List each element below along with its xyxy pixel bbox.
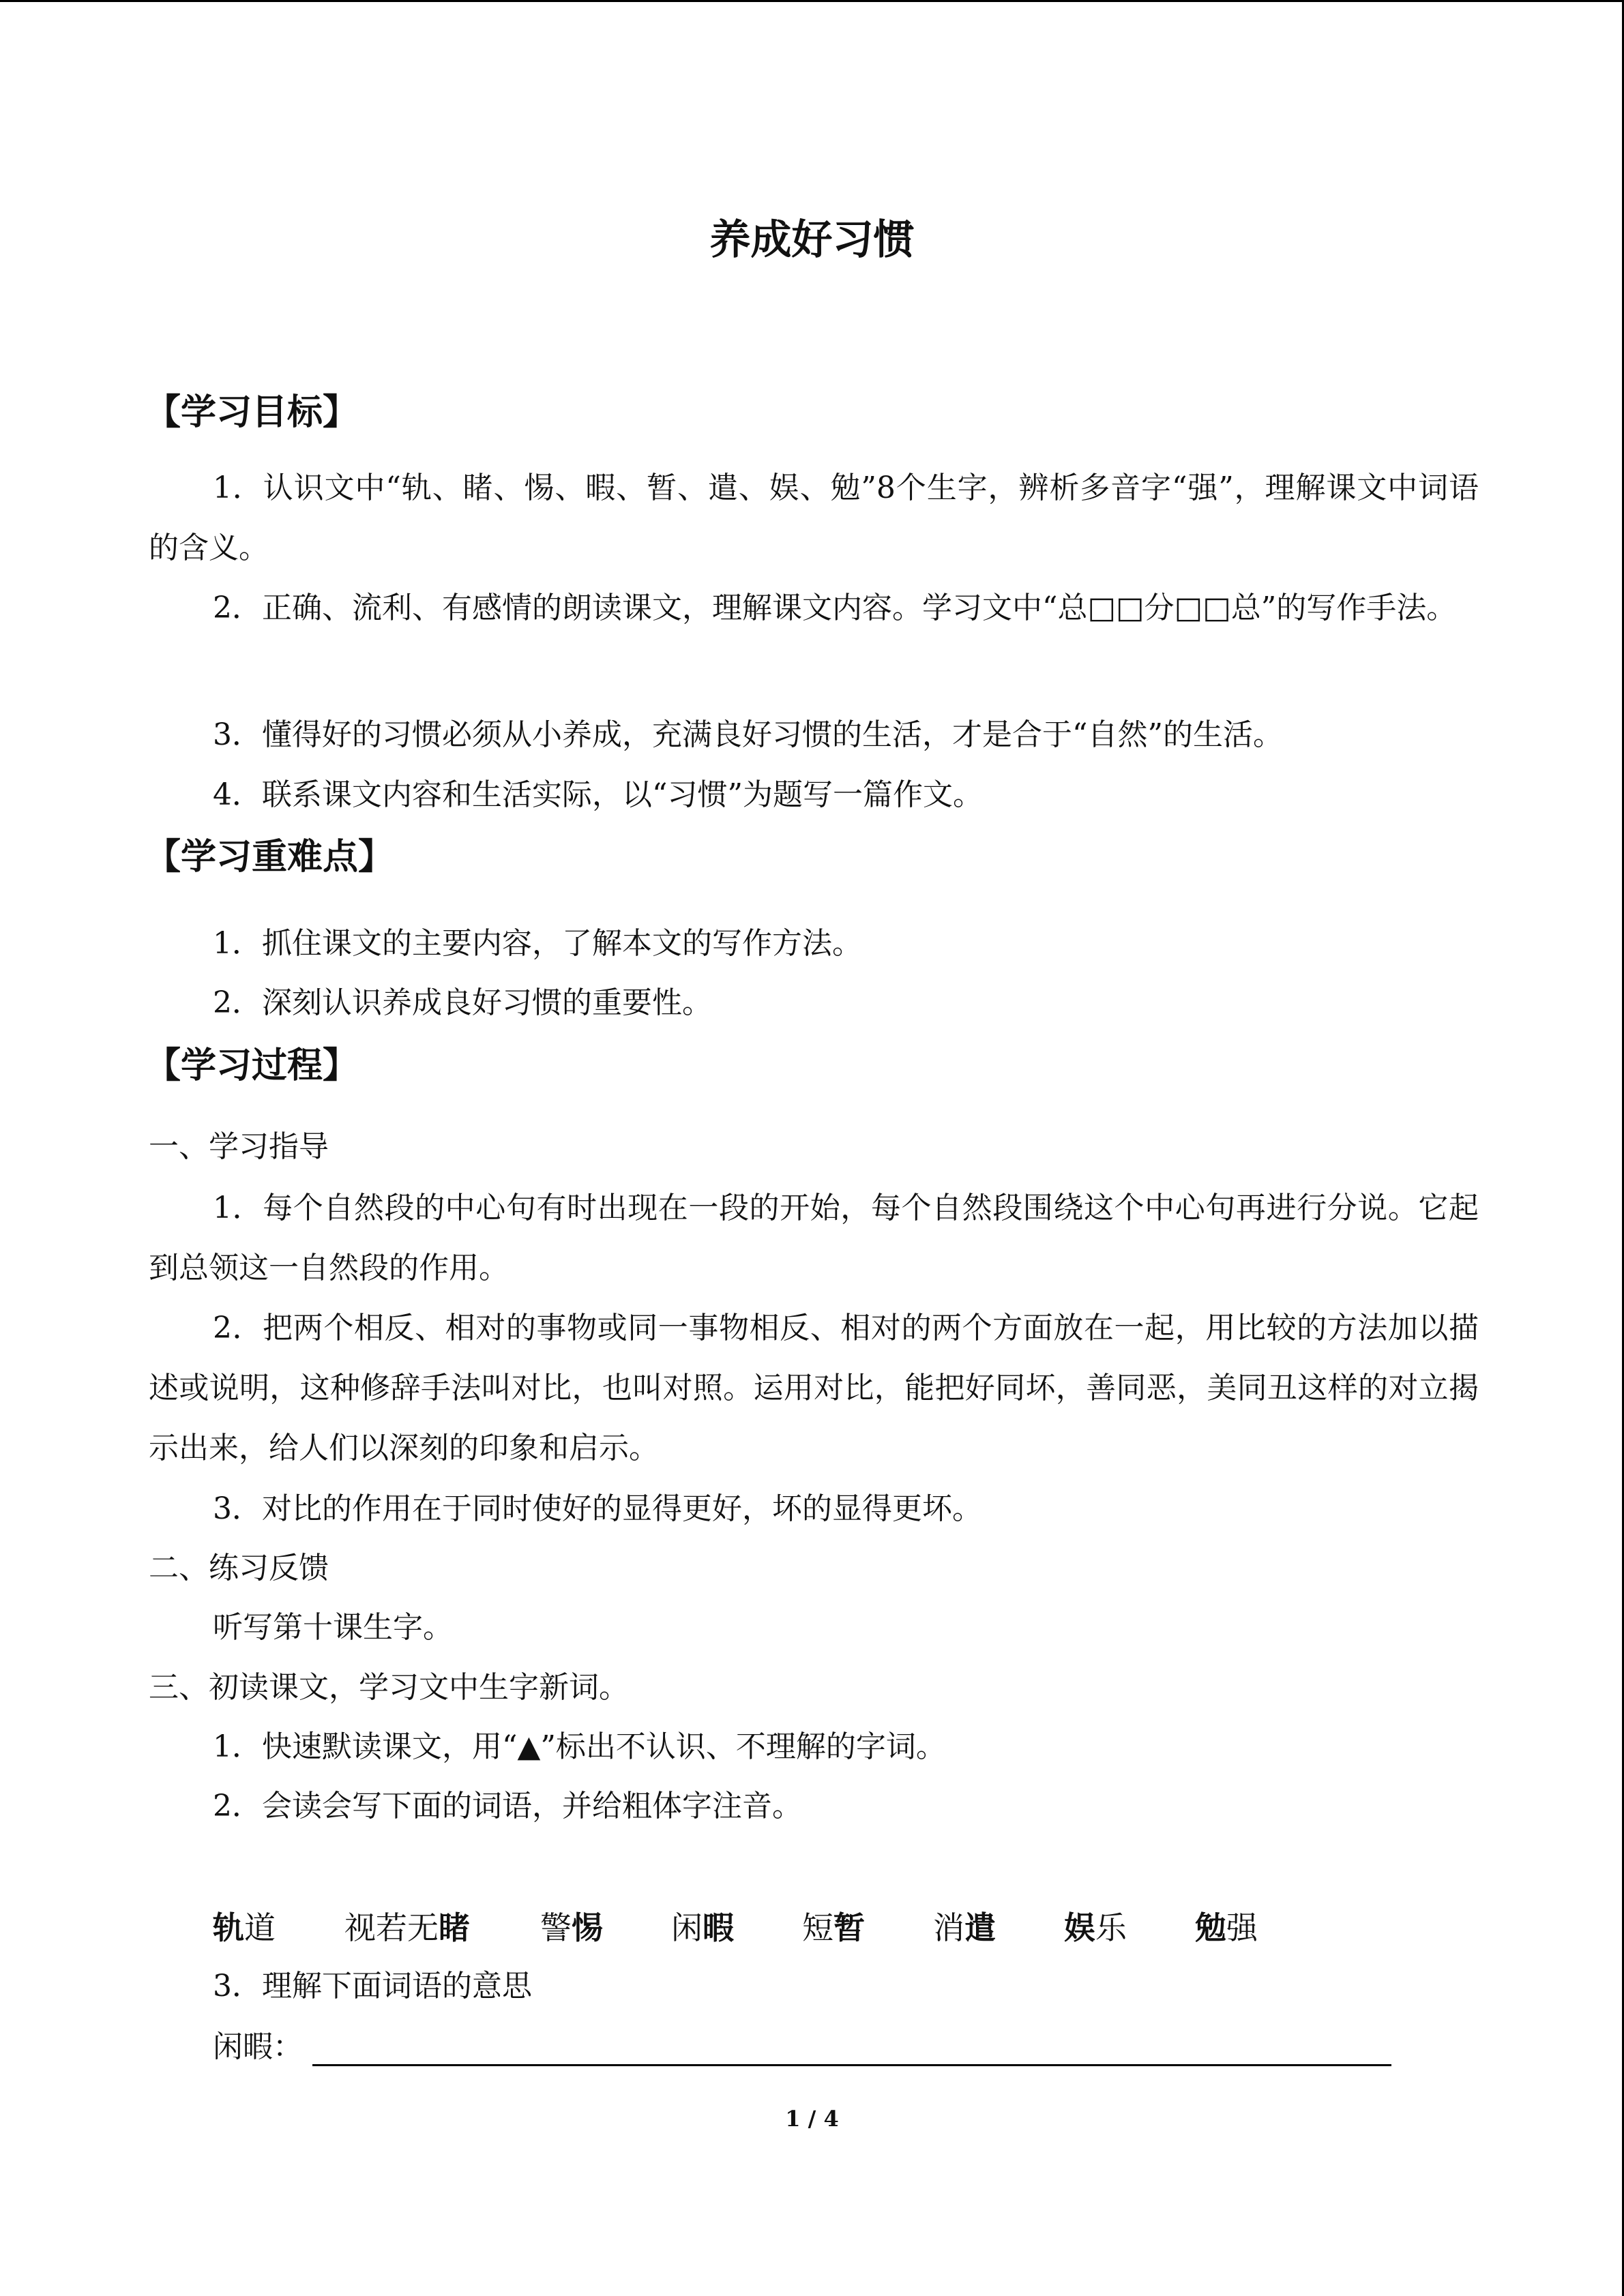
vocab-word-2 — [344, 1907, 470, 1948]
reading-item-3: 3．理解下面词语的意思 — [213, 1969, 532, 2003]
vocab-word-3 — [540, 1907, 603, 1948]
page-number: 1 / 4 — [785, 2106, 839, 2132]
vocab-bold: 睹 — [439, 1909, 470, 1946]
vocab-bold: 勉 — [1195, 1909, 1226, 1946]
heading-process: 【学习过程】 — [145, 1045, 359, 1086]
vocab-word-8 — [1195, 1907, 1258, 1948]
blank-label: 闲暇： — [213, 2029, 303, 2064]
vocab-word-5 — [802, 1907, 865, 1948]
vocab-word-6 — [933, 1907, 996, 1948]
feedback-title: 二、练习反馈 — [149, 1551, 329, 1585]
page-title: 养成好习惯 — [709, 216, 915, 264]
vocab-rest: 短 — [802, 1909, 833, 1946]
guide-item-3: 3．对比的作用在于同时使好的显得更好，坏的显得更坏。 — [213, 1491, 982, 1526]
vocab-word-7 — [1064, 1907, 1127, 1948]
heading-key-points: 【学习重难点】 — [145, 837, 394, 878]
vocab-bold: 轨 — [213, 1909, 244, 1946]
answer-blank-line[interactable] — [312, 2064, 1391, 2066]
reading-title: 三、初读课文，学习文中生字新词。 — [149, 1670, 629, 1705]
vocab-word-1 — [213, 1907, 276, 1948]
heading-goals: 【学习目标】 — [145, 392, 359, 433]
vocab-rest: 道 — [244, 1909, 276, 1946]
reading-item-2: 2．会读会写下面的词语，并给粗体字注音。 — [213, 1789, 802, 1823]
vocab-rest: 闲 — [671, 1909, 703, 1946]
vocab-rest: 警 — [540, 1909, 572, 1946]
vocab-rest: 视若无 — [344, 1909, 439, 1946]
vocab-bold: 娱 — [1064, 1909, 1095, 1946]
guide-title: 一、学习指导 — [149, 1129, 329, 1164]
vocab-rest: 乐 — [1095, 1909, 1127, 1946]
goal-item-2: 2．正确、流利、有感情的朗读课文，理解课文内容。学习文中“总□□分□□总”的写作手法。 — [213, 591, 1457, 625]
vocab-bold: 惕 — [572, 1909, 603, 1946]
reading-item-1: 1．快速默读课文，用“▲”标出不认识、不理解的字词。 — [213, 1729, 946, 1764]
vocab-bold: 暂 — [833, 1909, 865, 1946]
vocab-word-4 — [671, 1907, 734, 1948]
vocab-bold: 暇 — [703, 1909, 734, 1946]
guide-item-2: 2．把两个相反、相对的事物或同一事物相反、相对的两个方面放在一起，用比较的方法加以描述或说明，这种修辞手法叫对比，也叫对照。运用对比，能把好同坏，善同恶，美同丑这样的对立揭示出来，给人们以深刻的印象和启示。 — [149, 1311, 1479, 1465]
feedback-text: 听写第十课生字。 — [213, 1610, 453, 1645]
key-point-item-2: 2．深刻认识养成良好习惯的重要性。 — [213, 985, 712, 1020]
vocab-rest: 强 — [1226, 1909, 1258, 1946]
guide-item-1: 1．每个自然段的中心句有时出现在一段的开始，每个自然段围绕这个中心句再进行分说。它起到总领这一自然段的作用。 — [149, 1191, 1479, 1285]
goal-item-3: 3．懂得好的习惯必须从小养成，充满良好习惯的生活，才是合于“自然”的生活。 — [213, 717, 1283, 752]
goal-item-1: 1．认识文中“轨、睹、惕、暇、暂、遣、娱、勉”8个生字，辨析多音字“强”，理解课文中词语的含义。 — [149, 471, 1479, 565]
vocab-bold: 遣 — [964, 1909, 996, 1946]
key-point-item-1: 1．抓住课文的主要内容，了解本文的写作方法。 — [213, 926, 862, 961]
vocab-rest: 消 — [933, 1909, 964, 1946]
goal-item-4: 4．联系课文内容和生活实际，以“习惯”为题写一篇作文。 — [213, 777, 983, 812]
